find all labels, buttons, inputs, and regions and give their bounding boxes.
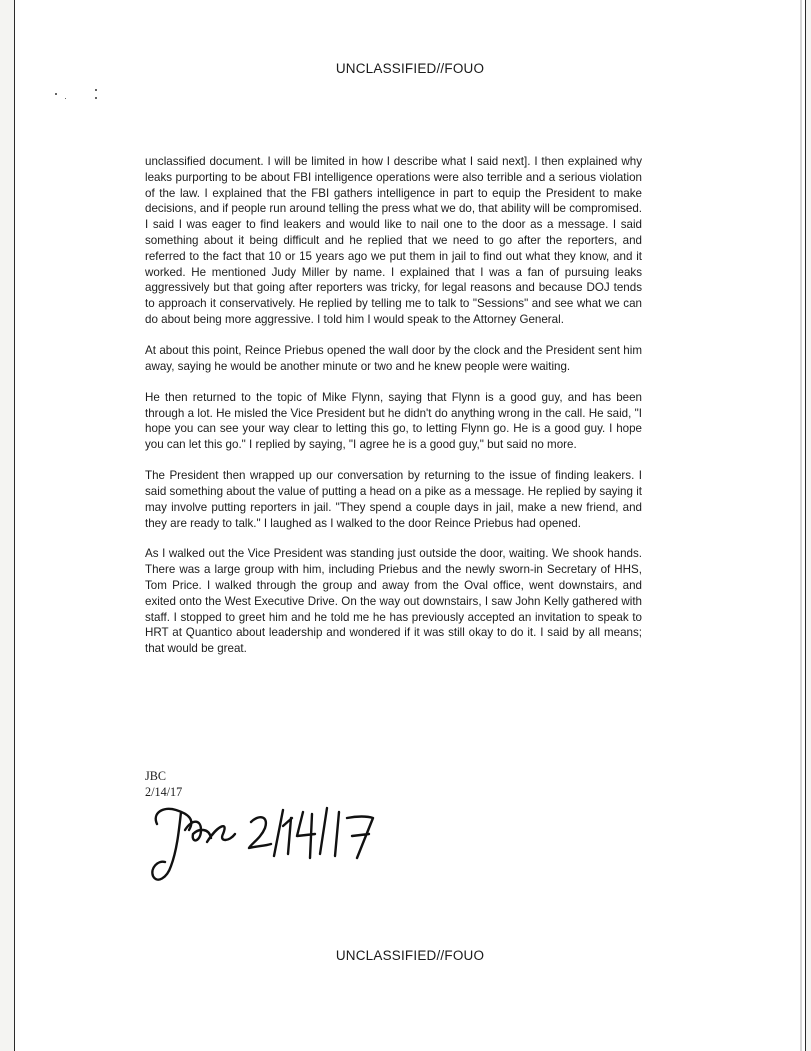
scan-speck — [95, 97, 97, 99]
memo-paragraph-3: He then returned to the topic of Mike Flynn, saying that Flynn is a good guy, and has been through a lot. He misled the Vice President but he didn't do anything wrong in the call. He said, "I hope you can see your way clear to letting this go, to letting Flynn go. He is a good guy. I hope you can let this go." I replied by saying, "I agree he is a good guy," but said no more. — [145, 390, 642, 452]
handwritten-date-1 — [283, 818, 292, 854]
memo-paragraph-2: At about this point, Reince Priebus opened the wall door by the clock and the President sent him away, saying he would be another minute or two and he knew people were waiting. — [145, 343, 642, 373]
footer-classification-marking: UNCLASSIFIED//FOUO — [335, 948, 485, 963]
memo-paragraph-4: The President then wrapped up our conversation by returning to the issue of finding leakers. I said something about the value of putting a head on a pike as a message. He replied by saying it may involve putting reporters in jail. "They spend a couple days in jail, make a new friend, and they are ready to talk." I laughed as I walked to the door Reince Priebus had opened. — [145, 469, 642, 530]
author-initials: JBC — [145, 769, 167, 783]
memo-paragraph-1: unclassified document. I will be limited in how I describe what I said next]. I then explained why leaks purporting to be about FBI intelligence operations were also terrible and a serious violation of the law. I explained that the FBI gathers intelligence in part to equip the President to make decisions, and if people run around telling the press what we do, that ability will be compromised. I said I was eager to find leakers and would like to nail one to the door as a message. I said something about it being difficult and he replied that we need to go after the reporters, and referred to the fact that 10 or 15 years ago we put them in jail to find out what they know, and it worked. He mentioned Judy Miller by name. I explained that I was a fan of pursuing leaks aggressively but that going after reporters was tricky, for legal reasons and because DOJ tends to approach it conservatively. He replied by telling me to talk to "Sessions" and see what we can do about being more aggressive. I told him I would speak to the Attorney General. — [145, 155, 642, 326]
handwritten-date-4 — [297, 812, 315, 858]
handwritten-date-2 — [249, 817, 271, 848]
header-classification-marking: UNCLASSIFIED//FOUO — [335, 61, 485, 76]
handwritten-date-slash-2 — [320, 808, 327, 854]
signature-block — [145, 768, 182, 800]
memo-paragraph-5: As I walked out the Vice President was standing just outside the door, waiting. We shook hands. There was a large group with him, including Priebus and the newly sworn-in Secretary of HHS, Tom Price. I walked through the group and away from the Oval office, went downstairs, and exited onto the West Executive Drive. On the way out downstairs, I saw John Kelly gathered with staff. I stopped to greet him and he told me he has previously accepted an invitation to speak to HRT at Quantico about leadership and wondered if it was still okay to do it. I said by all means; that would be great. — [145, 547, 642, 656]
memo-body — [145, 154, 642, 672]
handwritten-date-7 — [347, 817, 373, 859]
document-page — [14, 0, 806, 1051]
scan-speck — [95, 89, 97, 91]
scan-speck — [65, 98, 66, 99]
handwritten-date-slash-1 — [274, 810, 283, 856]
handwritten-signature-and-date — [143, 800, 383, 910]
signature-initials — [152, 809, 235, 880]
memo-date: 2/14/17 — [145, 785, 183, 799]
handwritten-date-1b — [335, 812, 339, 856]
scan-speck — [55, 93, 57, 95]
